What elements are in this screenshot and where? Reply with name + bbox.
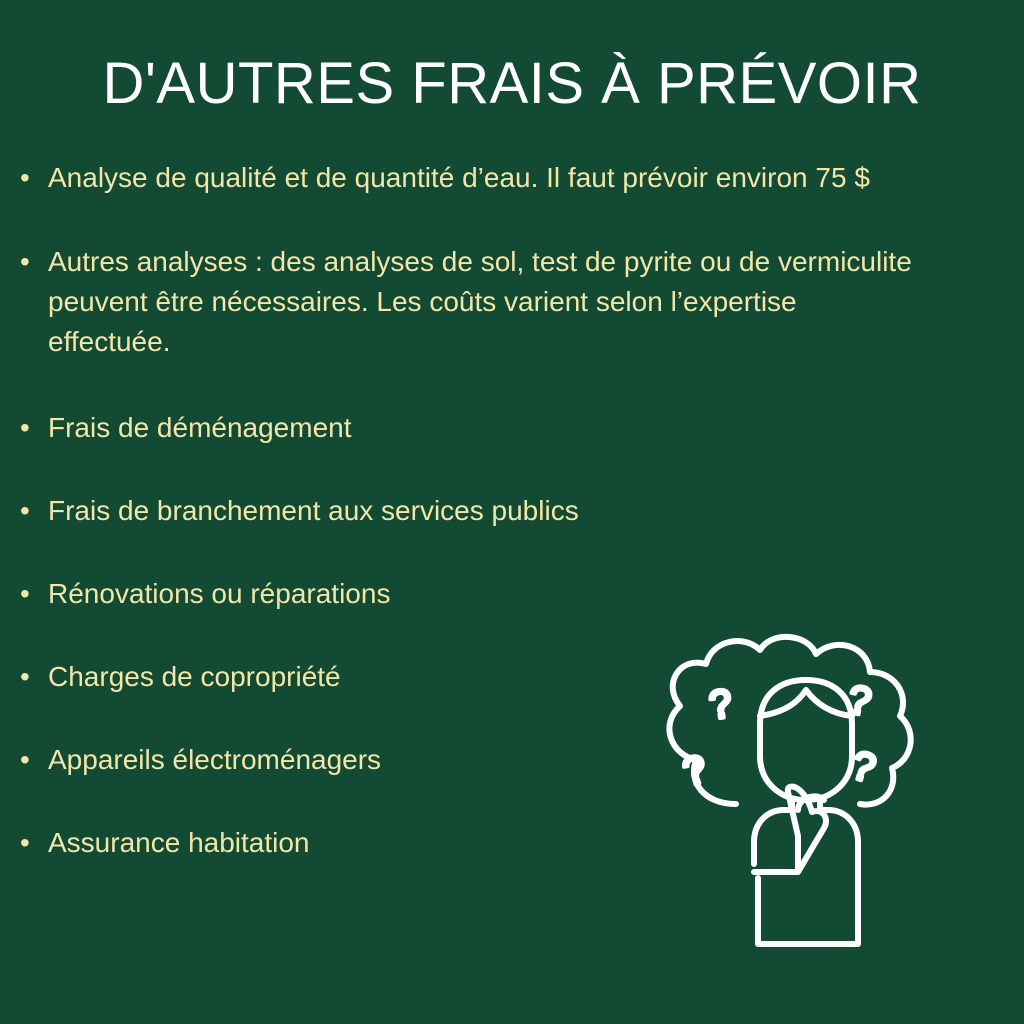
bullet-icon: •	[20, 578, 30, 609]
list-item-text: Rénovations ou réparations	[48, 578, 391, 609]
bullet-icon: •	[20, 162, 30, 193]
list-item	[18, 158, 1008, 198]
bullet-icon: •	[20, 412, 30, 443]
list-item-text: Frais de déménagement	[48, 412, 352, 443]
bullet-icon: •	[20, 495, 30, 526]
question-mark-icon: ?	[678, 747, 712, 796]
list-item-text: Assurance habitation	[48, 827, 310, 858]
thinking-person-icon	[648, 632, 918, 948]
bullet-icon: •	[20, 246, 30, 277]
torso-icon	[754, 810, 858, 944]
bullet-icon: •	[20, 827, 30, 858]
list-item	[18, 574, 1008, 614]
list-item-text: Charges de copropriété	[48, 661, 341, 692]
bullet-icon: •	[20, 661, 30, 692]
list-item	[18, 491, 1008, 531]
page-title: D'AUTRES FRAIS À PRÉVOIR	[102, 51, 922, 116]
question-mark-icon: ?	[706, 681, 735, 729]
list-item-text: Analyse de qualité et de quantité d’eau. Il faut prévoir environ 75 $	[48, 162, 870, 193]
list-item-text: Frais de branchement aux services publics	[48, 495, 579, 526]
list-item-text: Appareils électroménagers	[48, 744, 382, 775]
bullet-icon: •	[20, 744, 30, 775]
list-item	[18, 242, 918, 362]
question-mark-icon: ?	[844, 677, 875, 725]
list-item-text: Autres analyses : des analyses de sol, test de pyrite ou de vermiculite peuvent être nécessaires. Les coûts varient selon l’expertise effectuée.	[48, 246, 912, 357]
head-icon	[760, 680, 852, 800]
question-mark-icon: ?	[846, 743, 881, 792]
list-item	[18, 408, 1008, 448]
